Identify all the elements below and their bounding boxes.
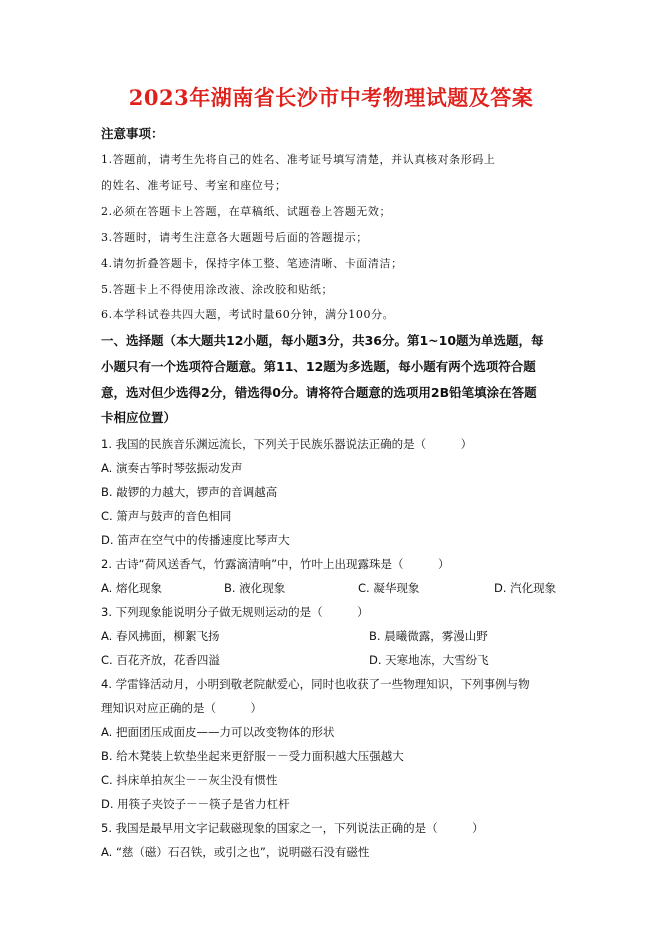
question-5-stem: 5. 我国是最早用文字记载磁现象的国家之一，下列说法正确的是（ ） [101, 821, 484, 835]
question-3-stem: 3. 下列现象能说明分子做无规则运动的是（ ） [101, 605, 369, 619]
question-4-option-c: C. 抖床单拍灰尘－－灰尘没有惯性 [101, 773, 278, 787]
notice-line: 6.本学科试卷共四大题，考试时量60分钟，满分100分。 [101, 308, 395, 321]
notice-line: 4.请勿折叠答题卡，保持字体工整、笔迹清晰、卡面清洁； [101, 257, 403, 270]
section-instruction: 一、选择题（本大题共12小题，每小题3分，共36分。第1~10题为单选题，每 [101, 333, 544, 348]
question-1-option-d: D. 笛声在空气中的传播速度比琴声大 [101, 533, 290, 547]
question-2-stem: 2. 古诗“荷风送香气，竹露滴清响”中，竹叶上出现露珠是（ ） [101, 557, 450, 571]
notice-line: 的姓名、准考证号、考室和座位号； [101, 179, 287, 192]
notice-line: 5.答题卡上不得使用涂改液、涂改胶和贴纸； [101, 283, 334, 296]
question-3-option-b: B. 晨曦微露，雾漫山野 [369, 629, 488, 643]
notice-line: 1.答题前，请考生先将自己的姓名、准考证号填写清楚，并认真核对条形码上 [101, 153, 496, 166]
section-instruction: 意，选对但少选得2分，错选得0分。请将符合题意的选项用2B铅笔填涂在答题 [101, 385, 537, 400]
question-2-option-b: B. 液化现象 [224, 581, 286, 595]
question-2-option-d: D. 汽化现象 [494, 581, 557, 595]
question-4-option-b: B. 给木凳装上软垫坐起来更舒服－－受力面积越大压强越大 [101, 749, 404, 763]
question-4-stem: 4. 学雷锋活动月，小明到敬老院献爱心，同时也收获了一些物理知识，下列事例与物 [101, 677, 530, 691]
notice-line: 3.答题时，请考生注意各大题题号后面的答题提示； [101, 231, 368, 244]
section-instruction: 小题只有一个选项符合题意。第11、12题为多选题，每小题有两个选项符合题 [101, 359, 536, 374]
question-1-option-a: A. 演奏古筝时琴弦振动发声 [101, 461, 243, 475]
question-1-option-b: B. 敲锣的力越大，锣声的音调越高 [101, 485, 278, 499]
notice-line: 2.必须在答题卡上答题，在草稿纸、试题卷上答题无效； [101, 205, 392, 218]
question-3-option-d: D. 天寒地冻，大雪纷飞 [369, 653, 489, 667]
document-title: 2023年湖南省长沙市中考物理试题及答案 [128, 85, 534, 110]
question-2-option-c: C. 凝华现象 [358, 581, 420, 595]
question-5-option-a: A. “慈（磁）石召铁，或引之也”，说明磁石没有磁性 [101, 845, 370, 859]
question-1-option-c: C. 箫声与鼓声的音色相同 [101, 509, 232, 523]
section-instruction: 卡相应位置） [101, 410, 177, 425]
question-4-option-d: D. 用筷子夹饺子－－筷子是省力杠杆 [101, 797, 290, 811]
question-2-option-a: A. 熔化现象 [101, 581, 162, 595]
question-3-option-a: A. 春风拂面，柳絮飞扬 [101, 629, 220, 643]
question-4-stem-continued: 理知识对应正确的是（ ） [101, 701, 262, 715]
question-1-stem: 1. 我国的民族音乐渊远流长，下列关于民族乐器说法正确的是（ ） [101, 437, 473, 451]
question-3-option-c: C. 百花齐放，花香四溢 [101, 653, 220, 667]
question-4-option-a: A. 把面团压成面皮——力可以改变物体的形状 [101, 725, 335, 739]
notice-heading: 注意事项： [101, 126, 164, 141]
